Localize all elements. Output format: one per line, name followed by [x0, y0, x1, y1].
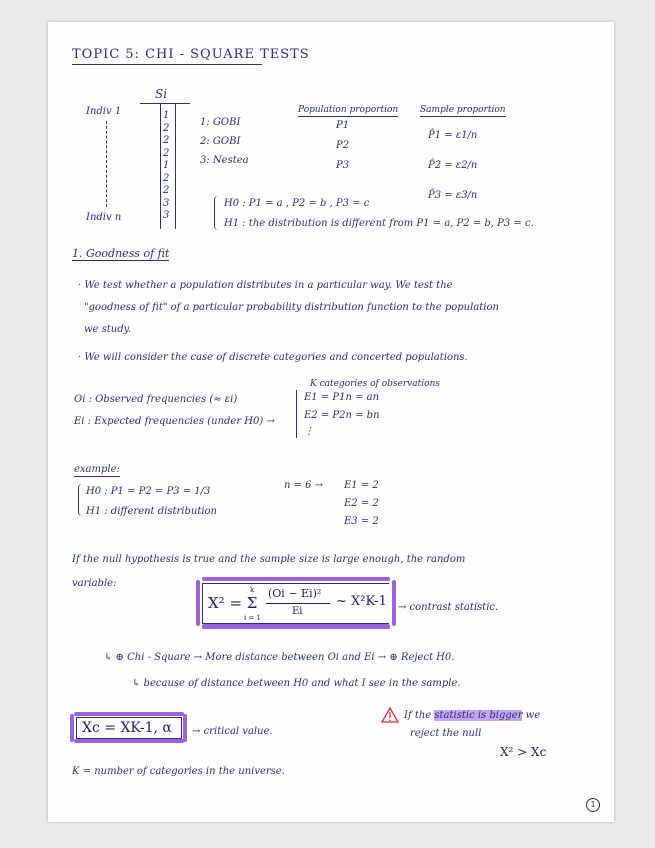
- critical-formula: Xc = XK-1, α: [82, 720, 172, 736]
- example-e1: E1 = 2: [344, 480, 379, 491]
- sample-p2: P̂2 = ε2/n: [428, 160, 478, 171]
- table-value: 3: [163, 197, 170, 209]
- population-p2: P2: [336, 140, 350, 151]
- table-value: 2: [163, 147, 170, 159]
- example-e3: E3 = 2: [344, 516, 379, 527]
- because-line: ↳ because of distance between H0 and what I see in the sample.: [132, 678, 461, 689]
- null-text-line1: If the null hypothesis is true and the sample size is large enough, the random: [72, 554, 466, 565]
- paragraph2: · We will consider the case of discrete categories and concerted populations.: [78, 352, 468, 363]
- section-title-goodness-of-fit: 1. Goodness of fit: [72, 247, 170, 260]
- table-value: 1: [163, 160, 170, 171]
- table-value: 3: [163, 210, 170, 221]
- formula-numerator: (Oi − Ei)²: [268, 587, 322, 600]
- formula-lhs: X² = Σ: [208, 594, 258, 612]
- table-value: 2: [163, 172, 170, 184]
- paragraph1-line1: · We test whether a population distributes in a particular way. We test the: [78, 280, 453, 291]
- warning-icon: [48, 22, 614, 822]
- critical-label: → critical value.: [192, 726, 273, 737]
- paragraph1-line2: "goodness of fit" of a particular probability distribution function to the population: [84, 302, 499, 313]
- contrast-label: → contrast statistic.: [398, 602, 499, 613]
- observed-def: Oi : Observed frequencies (≈ εi): [74, 394, 238, 405]
- sample-p3: P̂3 = ε3/n: [428, 190, 478, 201]
- population-p3: P3: [336, 160, 350, 171]
- warning-highlight: statistic is bigger: [434, 710, 523, 721]
- row-label-bottom: Indiv n: [86, 212, 122, 223]
- notebook-page: [48, 22, 614, 822]
- chi-square-line: ↳ ⊕ Chi - Square → More distance between Oi and Ei → ⊕ Reject H0.: [104, 652, 455, 663]
- expected-dots: ⋮: [304, 426, 314, 437]
- page-number: 1: [586, 798, 600, 812]
- formula-rhs: ~ X²K-1: [336, 594, 387, 609]
- expected-def: Ei : Expected frequencies (under H0) →: [74, 416, 275, 427]
- formula-denominator: Ei: [292, 606, 303, 617]
- table-header: Si: [155, 87, 168, 101]
- expected-e1: E1 = P1n = an: [304, 392, 380, 403]
- table-value: 1: [163, 110, 170, 121]
- k-definition: K = number of categories in the universe.: [72, 766, 285, 777]
- h1-statement: H1 : the distribution is different from P1 = a, P2 = b, P3 = c.: [224, 218, 534, 229]
- population-header: Population proportion: [298, 105, 399, 115]
- x2-greater-xc: X² > Xc: [500, 745, 547, 759]
- paragraph1-line3: we study.: [84, 324, 132, 335]
- table-value: 2: [163, 135, 170, 146]
- expected-e2: E2 = P2n = bn: [304, 410, 380, 421]
- formula-sum-top: k: [250, 586, 255, 594]
- example-n: n = 6 →: [284, 480, 324, 491]
- sample-p1: P̂1 = ε1/n: [428, 130, 478, 141]
- example-h1: H1 : different distribution: [86, 506, 217, 517]
- null-text-line2: variable:: [72, 578, 117, 589]
- table-value: 2: [163, 185, 170, 196]
- example-label: example:: [74, 464, 120, 475]
- formula-sum-bottom: i = 1: [244, 614, 262, 622]
- category-3: 3: Nestea: [200, 155, 249, 166]
- h0-statement: H0 : P1 = a , P2 = b , P3 = c: [224, 198, 370, 209]
- category-1: 1: GOBI: [200, 117, 241, 128]
- sample-header: Sample proportion: [420, 105, 506, 115]
- k-categories-note: K categories of observations: [310, 379, 440, 389]
- example-h0: H0 : P1 = P2 = P3 = 1/3: [86, 486, 211, 497]
- population-p1: P1: [336, 120, 350, 131]
- row-label-top: Indiv 1: [86, 106, 122, 117]
- warning-text: If the statistic is bigger we: [404, 710, 541, 721]
- reject-line: reject the null: [410, 728, 482, 739]
- table-value: 2: [163, 122, 170, 134]
- example-e2: E2 = 2: [344, 498, 379, 509]
- page-title: TOPIC 5: CHI - SQUARE TESTS: [72, 47, 310, 62]
- category-2: 2: GOBI: [200, 136, 241, 147]
